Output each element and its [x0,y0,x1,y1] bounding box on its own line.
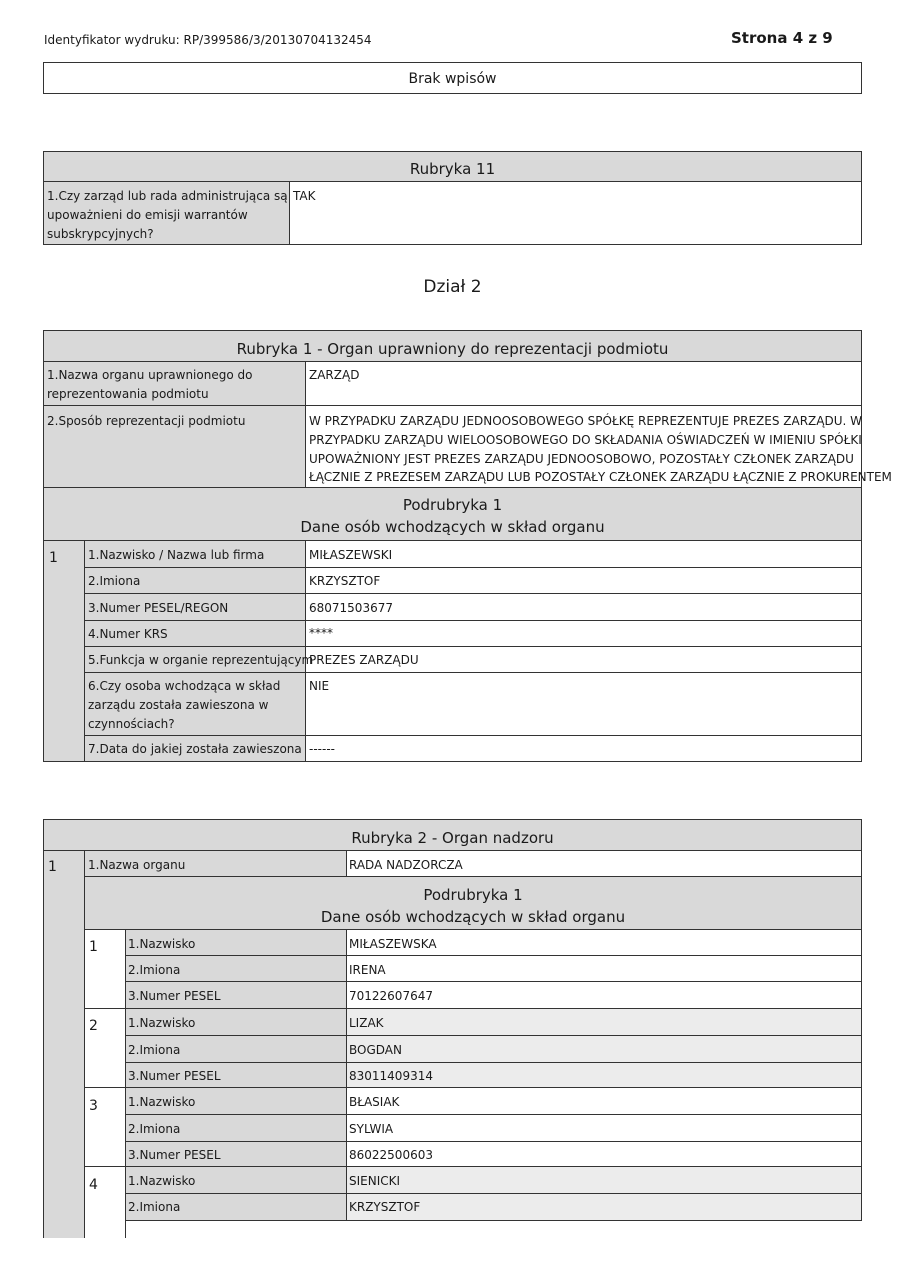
field-value: LIZAK [349,1016,384,1030]
field-value: BŁASIAK [349,1095,400,1109]
field-value: ------ [309,742,335,756]
person-index: 2 [89,1018,98,1034]
field-label: 3.Numer PESEL [128,1069,221,1083]
rubryka1-header [44,331,861,362]
field-label: 1.Nazwisko [128,1174,196,1188]
organ-value: ZARZĄD [309,368,360,382]
field-label: 2.Imiona [128,1122,181,1136]
person-labels [126,930,346,1008]
rubryka2-header [44,820,861,850]
rubryka2-title: Rubryka 2 - Organ nadzoru [351,829,554,847]
subheader-title: Podrubryka 1 [402,496,503,514]
sposob-line: PRZYPADKU ZARZĄDU WIELOOSOBOWEGO DO SKŁADANIA OŚWIADCZEŃ W IMIENIU SPÓŁKI [309,433,862,447]
subheader-subtitle: Dane osób wchodzących w skład organu [300,518,605,536]
rubryka2-table [43,819,862,1284]
organ-label: 1.Nazwa organu [88,858,186,872]
field-label: 1.Nazwisko / Nazwa lub firma [88,548,265,562]
page-number: Strona 4 z 9 [731,29,833,47]
field-value: SIENICKI [349,1174,401,1188]
field-value: NIE [309,679,330,693]
person-labels [126,1009,346,1087]
rubryka11-header [44,152,861,182]
subheader-title: Podrubryka 1 [423,886,523,904]
field-label: 4.Numer KRS [88,627,168,641]
field-label: 2.Imiona [128,1200,181,1214]
field-label: czynnościach? [88,717,175,731]
rubryka2-index-cell [44,851,84,1238]
field-value: MIŁASZEWSKA [349,937,437,951]
rubryka2-index: 1 [48,859,57,875]
person-index: 3 [89,1098,98,1114]
field-value: KRZYSZTOF [309,574,381,588]
person-values [347,1009,861,1087]
field-label: 2.Imiona [88,574,141,588]
field-value: MIŁASZEWSKI [309,548,393,562]
label-line: reprezentowania podmiotu [47,387,209,401]
organ-value: RADA NADZORCZA [349,858,463,872]
field-value: 70122607647 [349,989,433,1003]
organ-value-cell [306,362,861,406]
sposob-line: W PRZYPADKU ZARZĄDU JEDNOOSOBOWEGO SPÓŁKĘ REPREZENTUJE PREZES ZARZĄDU. W [309,414,862,428]
person-index: 4 [89,1177,98,1193]
field-value: **** [309,626,333,640]
subheader-subtitle: Dane osób wchodzących w skład organu [320,908,626,926]
field-label: 3.Numer PESEL [128,989,221,1003]
field-label: 1.Nazwisko [128,1016,196,1030]
field-label: 2.Imiona [128,1043,181,1057]
field-value: 68071503677 [309,601,393,615]
no-entries-box [43,62,862,94]
question-line: subskrypcyjnych? [47,227,154,241]
field-label: 3.Numer PESEL [128,1148,221,1162]
question-line: 1.Czy zarząd lub rada administrująca są [47,189,288,203]
field-label: 5.Funkcja w organie reprezentującym [88,653,314,667]
rubryka1-title: Rubryka 1 - Organ uprawniony do reprezentacji podmiotu [236,340,669,358]
field-value: KRZYSZTOF [349,1200,421,1214]
no-entries-text: Brak wpisów [408,71,497,87]
field-label: 2.Imiona [128,963,181,977]
rubryka11-question [44,182,290,244]
section-title: Dział 2 [423,277,482,297]
person-index: 1 [89,939,98,955]
field-label: 3.Numer PESEL/REGON [88,601,229,615]
sposob-value-cell [306,406,892,488]
organ-label-cell [44,362,306,406]
field-label: 7.Data do jakiej została zawieszona [88,742,302,756]
field-label: zarządu została zawieszona w [88,698,269,712]
field-value: IRENA [349,963,386,977]
field-value: BOGDAN [349,1043,402,1057]
rubryka11-title: Rubryka 11 [409,160,496,178]
field-value: SYLWIA [349,1122,394,1136]
person-labels [126,1088,346,1166]
field-label: 6.Czy osoba wchodząca w skład [88,679,281,693]
sposob-label-cell [44,406,306,488]
field-value: PREZES ZARZĄDU [309,653,419,667]
label-line: 1.Nazwa organu uprawnionego do [47,368,253,382]
rubryka11-answer: TAK [293,189,316,203]
organ-label-cell [85,851,346,876]
rubryka1-subheader [44,488,861,541]
rubryka11-table [43,151,862,245]
field-value: 83011409314 [349,1069,433,1083]
question-line: upoważnieni do emisji warrantów [47,208,248,222]
field-value: 86022500603 [349,1148,433,1162]
print-identifier: Identyfikator wydruku: RP/399586/3/20130704132454 [44,33,372,47]
field-label: 1.Nazwisko [128,937,196,951]
person-index-cell [44,541,85,761]
sposob-line: UPOWAŻNIONY JEST PREZES ZARZĄDU JEDNOOSOBOWO, POZOSTAŁY CZŁONEK ZARZĄDU [309,452,854,466]
field-label: 1.Nazwisko [128,1095,196,1109]
person-index: 1 [49,550,58,566]
rubryka1-table [43,330,892,762]
sposob-line: ŁĄCZNIE Z PREZESEM ZARZĄDU LUB POZOSTAŁY CZŁONEK ZARZĄDU ŁĄCZNIE Z PROKURENTEM [309,470,892,484]
sposob-label: 2.Sposób reprezentacji podmiotu [47,414,246,428]
rubryka2-subheader [85,877,861,929]
